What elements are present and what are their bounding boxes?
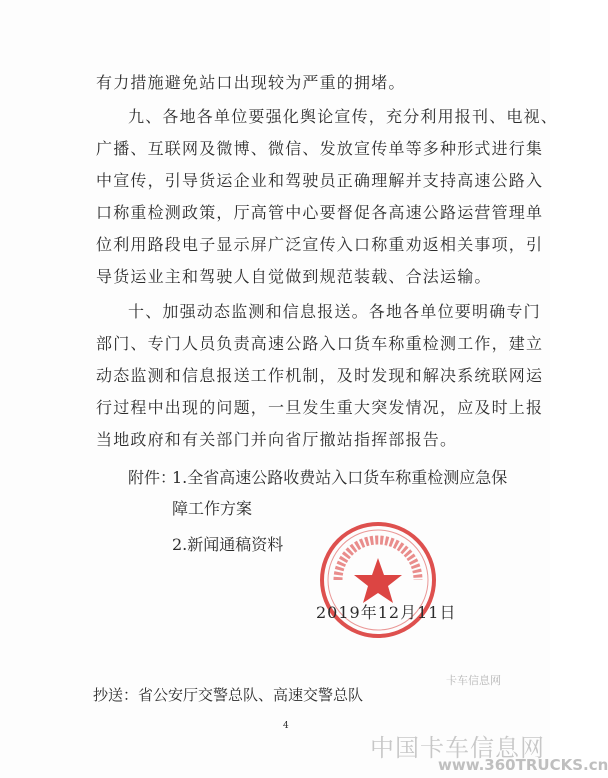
- attachment-item-1-cont: 障工作方案: [172, 499, 253, 518]
- attachment-label: 附件：: [128, 468, 177, 487]
- cc-line: 抄送：省公安厅交警总队、高速交警总队: [93, 686, 364, 704]
- paragraph-line: 当地政府和有关部门并向省厅撤站指挥部报告。: [96, 430, 458, 449]
- paragraph-line: 有力措施避免站口出现较为严重的拥堵。: [96, 73, 406, 92]
- paragraph-line: 口称重检测政策，厅高管中心要督促各高速公路运营管理单: [96, 203, 544, 222]
- paragraph-line: 部门、专门人员负责高速公路入口货车称重检测工作，建立: [96, 334, 544, 353]
- attachment-item-1: 1.全省高速公路收费站入口货车称重检测应急保: [172, 468, 508, 487]
- paragraph-line: 中宣传，引导货运企业和驾驶员正确理解并支持高速公路入: [96, 171, 544, 190]
- paragraph-line: 导货运业主和驾驶人自觉做到规范装载、合法运输。: [96, 267, 492, 286]
- paragraph-line: 行过程中出现的问题，一旦发生重大突发情况，应及时上报: [96, 398, 544, 417]
- paragraph-line: 动态监测和信息报送工作机制，及时发现和解决系统联网运: [96, 366, 544, 385]
- page-number: 4: [283, 721, 289, 731]
- attachment-item-2: 2.新闻通稿资料: [172, 535, 284, 554]
- paragraph-line: 广播、互联网及微博、微信、发放宣传单等多种形式进行集: [96, 139, 544, 158]
- issue-date: 2019年12月11日: [316, 603, 457, 622]
- paragraph-line: 位利用路段电子显示屏广泛宣传入口称重劝返相关事项，引: [96, 235, 544, 254]
- paragraph-line: 九、各地各单位要强化舆论宣传，充分利用报刊、电视、: [128, 107, 559, 126]
- watermark-site-name: 中国卡车信息网: [370, 734, 545, 762]
- paragraph-line: 十、加强动态监测和信息报送。各地各单位要明确专门: [128, 302, 541, 321]
- watermark-badge: 卡车信息网: [446, 674, 501, 687]
- watermark-url: www.360TRUCKS.cn: [438, 756, 608, 774]
